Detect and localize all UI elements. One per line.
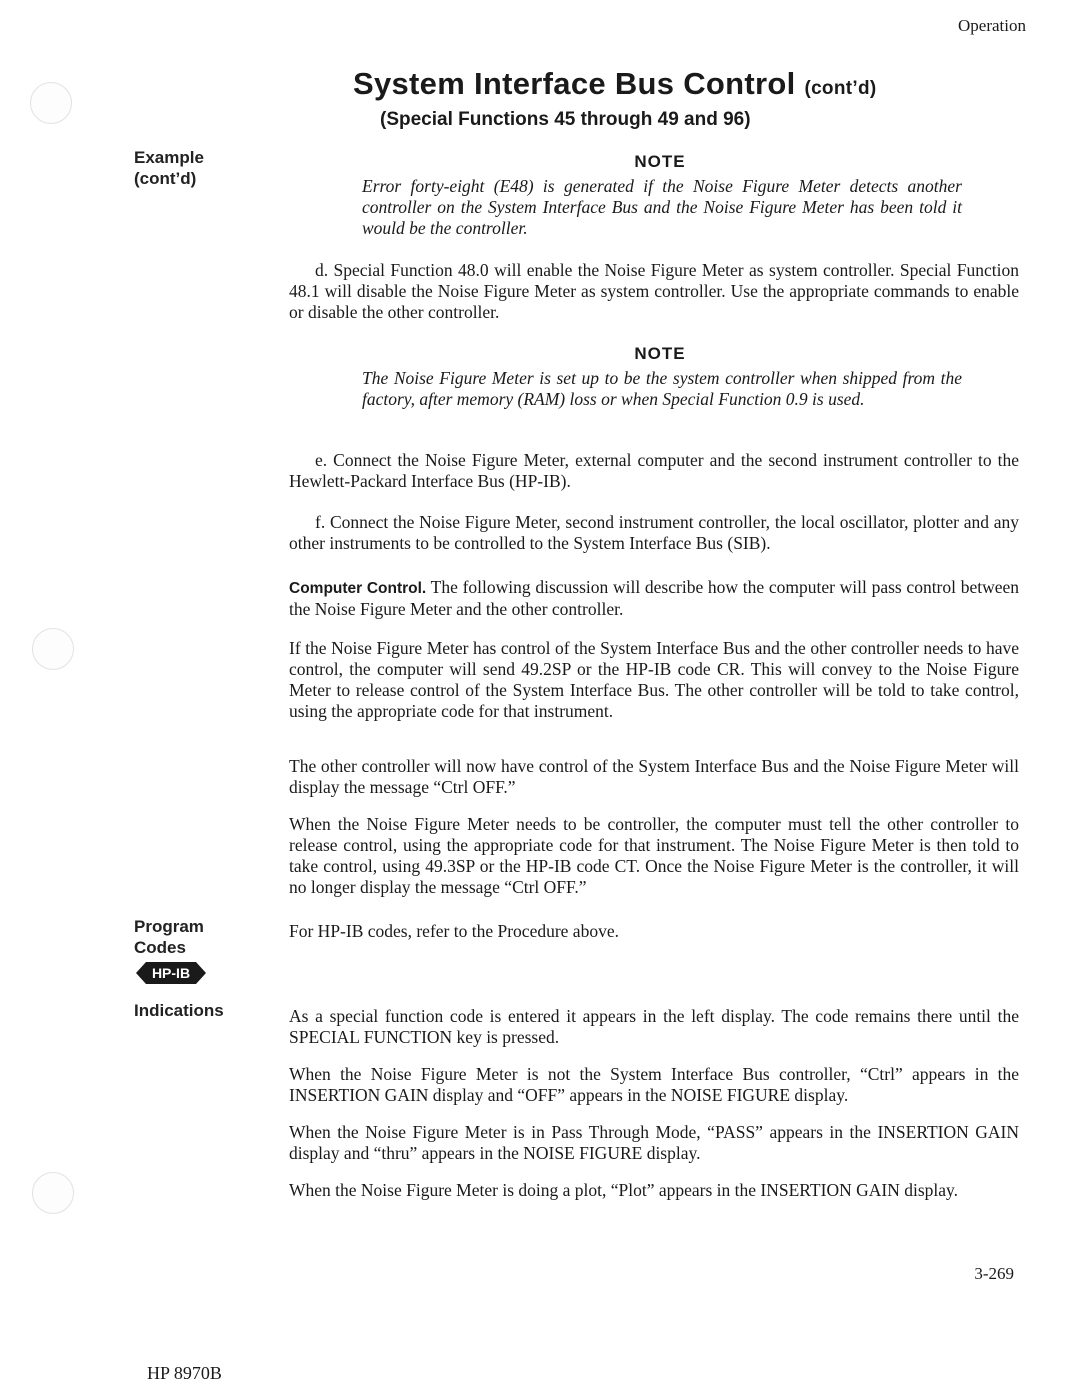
punch-hole-top <box>30 82 72 124</box>
indication-item: When the Noise Figure Meter is doing a plot, “Plot” appears in the INSERTION GAIN display. <box>289 1180 958 1200</box>
step-e: e. Connect the Noise Figure Meter, external computer and the second instrument controller to the Hewlett-Packard Interface Bus (HP-IB). <box>289 450 1019 491</box>
paragraph-other-controller: The other controller will now have control of the System Interface Bus and the Noise Figure Meter will display the message “Ctrl OFF.” <box>289 756 1019 797</box>
step-d: d. Special Function 48.0 will enable the Noise Figure Meter as system controller. Special Function 48.1 will disable the Noise Figure Meter as system controller. Use the appropriate commands to enable or disable the other controller. <box>289 260 1019 322</box>
example-contd-label: (cont’d) <box>134 169 197 188</box>
example-label: Example <box>134 148 204 167</box>
indication-item: When the Noise Figure Meter is in Pass Through Mode, “PASS” appears in the INSERTION GAIN display and “thru” appears in the NOISE FIGURE display. <box>289 1122 1019 1163</box>
indication-item: When the Noise Figure Meter is not the System Interface Bus controller, “Ctrl” appears in the INSERTION GAIN display and “OFF” appears in the NOISE FIGURE display. <box>289 1064 1019 1105</box>
sidebar-indications-label: Indications <box>134 1001 224 1020</box>
hpib-badge <box>136 962 206 984</box>
computer-control-heading: Computer Control. <box>289 580 427 597</box>
note-heading-2: NOTE <box>634 344 686 363</box>
note-text-2: The Noise Figure Meter is set up to be the system controller when shipped from the factory, after memory (RAM) loss or when Special Function 0.9 is used. <box>362 368 962 409</box>
section-header: Operation <box>958 16 1026 35</box>
program-codes-text: For HP-IB codes, refer to the Procedure above. <box>289 921 619 941</box>
note-heading-1: NOTE <box>634 152 686 171</box>
program-label: Program <box>134 917 204 936</box>
computer-control-text: The following discussion will describe how the computer will pass control between the Noise Figure Meter and the other controller. <box>289 577 1020 619</box>
computer-control-paragraph <box>289 577 1019 620</box>
note-text-1: Error forty-eight (E48) is generated if the Noise Figure Meter detects another controller on the System Interface Bus and the Noise Figure Meter has been told it would be the controller. <box>362 176 962 238</box>
punch-hole-bottom <box>32 1172 74 1214</box>
page-number: 3-269 <box>974 1264 1014 1283</box>
hpib-badge-text: HP-IB <box>151 965 191 981</box>
step-f: f. Connect the Noise Figure Meter, second instrument controller, the local oscillator, plotter and any other instruments to be controlled to the System Interface Bus (SIB). <box>289 512 1019 553</box>
page-title-text: System Interface Bus Control <box>353 66 796 101</box>
sidebar-example-label <box>134 147 204 189</box>
punch-hole-middle <box>32 628 74 670</box>
paragraph-if-control: If the Noise Figure Meter has control of the System Interface Bus and the other controller needs to have control, the computer will send 49.2SP or the HP-IB code CR. This will convey to the Noise Figure Meter to release control of the System Interface Bus. The other controller will be told to take control, using the appropriate code for that instrument. <box>289 638 1019 721</box>
page-title <box>353 66 876 102</box>
indication-item: As a special function code is entered it appears in the left display. The code remains there until the SPECIAL FUNCTION key is pressed. <box>289 1006 1019 1047</box>
sidebar-program-codes-label <box>134 916 204 958</box>
codes-label: Codes <box>134 938 186 957</box>
paragraph-when-controller: When the Noise Figure Meter needs to be controller, the computer must tell the other controller to release control, using the appropriate code for that instrument. The Noise Figure Meter is then told to take control, using 49.3SP or the HP-IB code CT. Once the Noise Figure Meter is the controller, it will no longer display the message “Ctrl OFF.” <box>289 814 1019 897</box>
page-subtitle: (Special Functions 45 through 49 and 96) <box>380 109 751 130</box>
page-title-suffix: (cont’d) <box>804 78 877 99</box>
model-number: HP 8970B <box>147 1363 222 1383</box>
